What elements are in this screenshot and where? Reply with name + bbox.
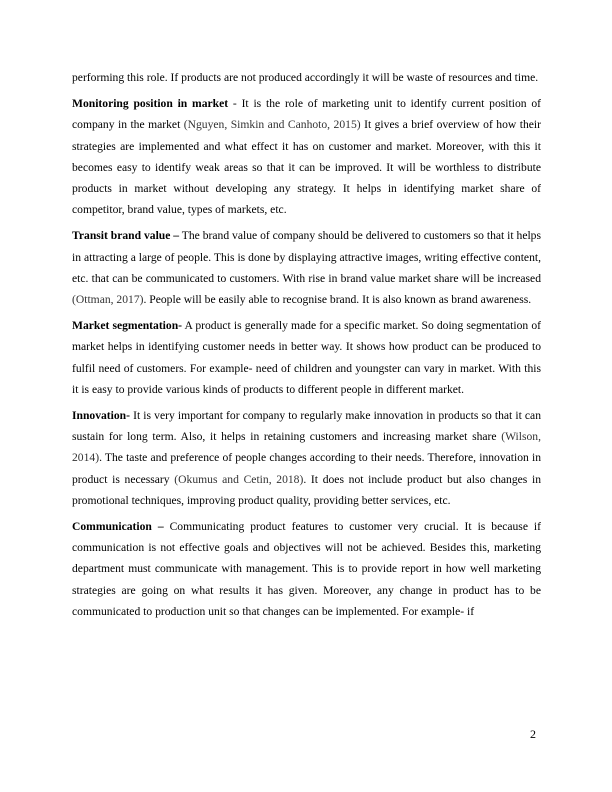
paragraph-text: . It does not include product but also changes in promotional techniques, improving product quality, providing better services, etc. bbox=[72, 472, 542, 507]
paragraph-heading: Innovation- bbox=[72, 409, 130, 423]
page-number: 2 bbox=[530, 727, 536, 741]
paragraph-text: performing this role. If products are not produced accordingly it will be waste of resources and time. bbox=[72, 71, 539, 84]
page-body bbox=[72, 67, 541, 627]
paragraph-text: The brand value of company should be delivered to customers so that it helps in attracting a large of people. This is done by displaying attractive images, writing effective content, etc. that can be communicated to customers. With rise in brand value market share will be increased bbox=[72, 229, 541, 285]
paragraph-text: . The taste and preference of people changes according to their needs. Therefore, innovation in product is necessary bbox=[72, 451, 541, 486]
paragraph-communication bbox=[72, 516, 541, 622]
paragraph-text: It is very important for company to regularly make innovation in products so that it can sustain for long term. Also, it helps in retaining customers and increasing market share bbox=[72, 409, 541, 444]
paragraph-intro-continuation bbox=[72, 67, 541, 88]
paragraph-text: - It is the role of marketing unit to identify current position of company in the market bbox=[72, 97, 541, 132]
citation: (Ottman, 2017) bbox=[72, 293, 144, 307]
paragraph-market-segmentation bbox=[72, 315, 541, 400]
paragraph-text: Communicating product features to customer very crucial. It is because if communication is not effective goals and objectives will not be achieved. Besides this, marketing department must communicate with management. This is to provide report in how well marketing strategies are going on what results it has given. Moreover, any change in product has to be communicated to production unit so that changes can be implemented. For example- if bbox=[72, 520, 541, 618]
paragraph-heading: Transit brand value – bbox=[72, 229, 180, 243]
paragraph-monitoring-position bbox=[72, 93, 541, 220]
paragraph-heading: Market segmentation- bbox=[72, 319, 183, 333]
paragraph-text: A product is generally made for a specific market. So doing segmentation of market helps in identifying customer needs in better way. It shows how product can be produced to fulfil need of customers. For example- need of children and youngster can vary in market. With this it is easy to provide various kinds of products to different people in different market. bbox=[72, 319, 541, 396]
paragraph-transit-brand-value bbox=[72, 225, 541, 310]
paragraph-text: . People will be easily able to recognise brand. It is also known as brand awareness. bbox=[143, 293, 532, 307]
paragraph-heading: Communication – bbox=[72, 520, 164, 534]
paragraph-text: It gives a brief overview of how their strategies are implemented and what effect it has on customer and market. Moreover, with this it becomes easy to identify weak areas so that it can be improved. It will be worthless to distribute products in market without developing any strategy. It helps in identifying market share of competitor, brand value, types of markets, etc. bbox=[72, 118, 541, 217]
paragraph-innovation bbox=[72, 405, 541, 511]
paragraph-heading: Monitoring position in market bbox=[72, 97, 229, 111]
citation: (Okumus and Cetin, 2018) bbox=[174, 472, 304, 486]
citation: (Wilson, 2014) bbox=[72, 430, 541, 465]
citation: (Nguyen, Simkin and Canhoto, 2015) bbox=[183, 118, 361, 132]
